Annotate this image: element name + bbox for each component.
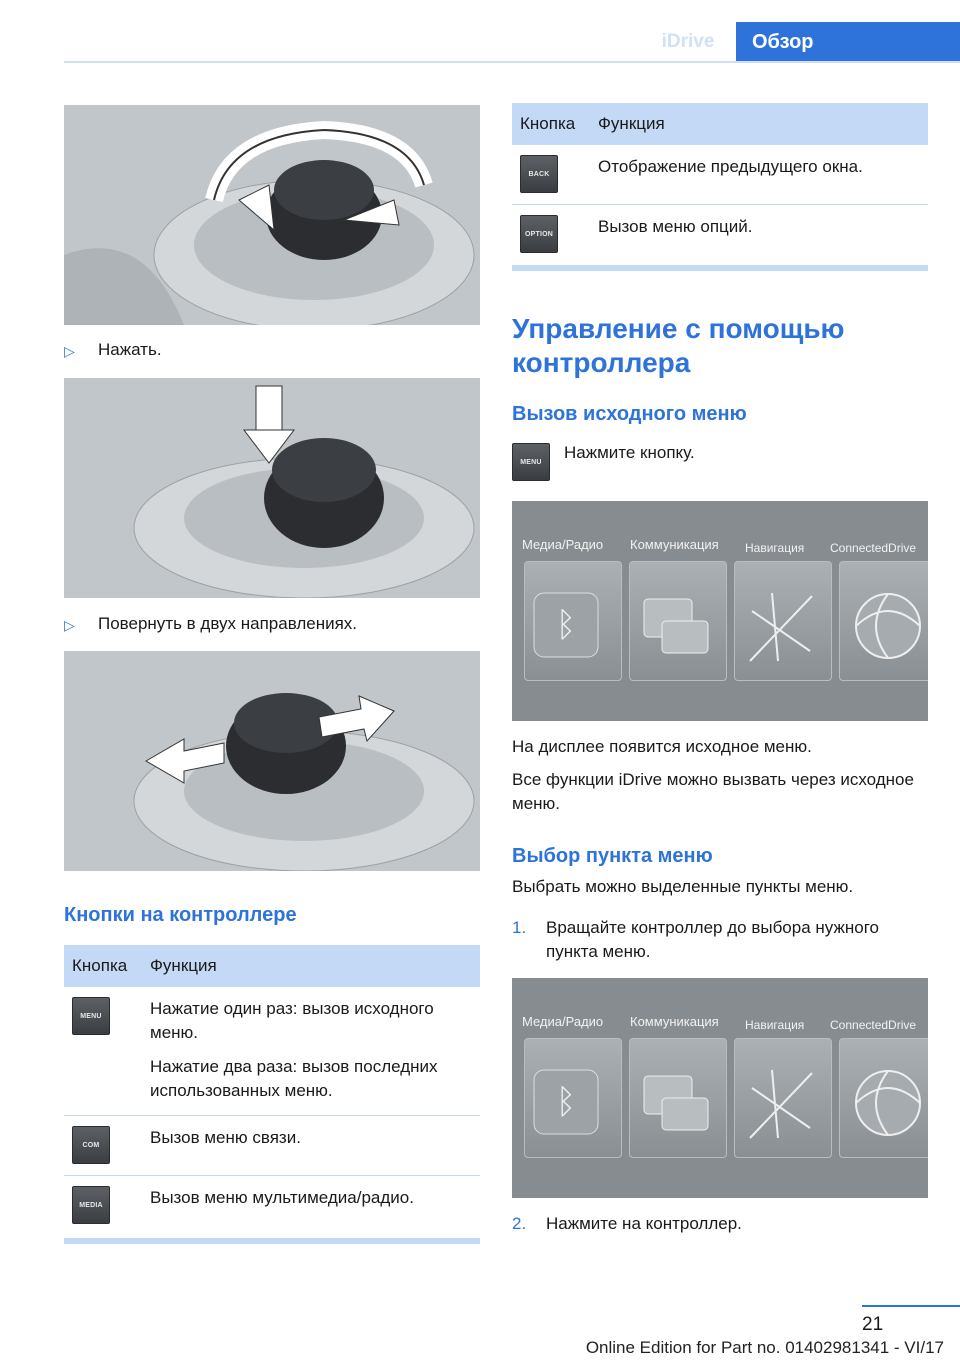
back-button-icon: BACK: [520, 155, 558, 193]
table-row: [64, 1116, 480, 1176]
table-end-bar: [64, 1238, 480, 1244]
header-function: Функция: [598, 114, 665, 133]
call-main-menu-title: Вызов исходного меню: [512, 403, 747, 425]
header-section-label: iDrive: [661, 31, 715, 52]
row-text: Нажатие один раз: вызов исходного меню.: [150, 999, 434, 1042]
controller-tilt-photo: [64, 651, 480, 871]
triangle-bullet-icon: ▷: [64, 617, 75, 633]
select-menu-item-title: Выбор пункта меню: [512, 845, 713, 867]
svg-text:ᛒ: ᛒ: [555, 605, 577, 645]
bullet-rotate-text: Повернуть в двух направлениях.: [98, 614, 358, 633]
table-row: [64, 987, 480, 1116]
selectable-items-text: Выбрать можно выделенные пункты меню.: [512, 877, 854, 896]
step-text: Вращайте контроллер до выбора нужного пункта меню.: [546, 918, 879, 961]
step-number: 2.: [512, 1214, 527, 1233]
screen-label: Коммуникация: [630, 1014, 719, 1029]
step-2: [512, 1212, 928, 1236]
menu-button-icon: MENU: [512, 443, 550, 481]
option-button-icon: OPTION: [520, 215, 558, 253]
footer-divider: [862, 1305, 960, 1307]
main-menu-screen-selection: [512, 978, 928, 1198]
com-button-icon: COM: [72, 1126, 110, 1164]
row-text: Вызов меню связи.: [150, 1128, 301, 1147]
all-functions-text: Все функции iDrive можно вызвать через исходное меню.: [512, 770, 914, 813]
bullet-rotate: [64, 612, 357, 637]
step-text: Нажмите на контроллер.: [546, 1214, 742, 1233]
screen-label: Навигация: [745, 1018, 805, 1032]
controller-buttons-title: Кнопки на контроллере: [64, 904, 297, 926]
press-button-text: Нажмите кнопку.: [564, 443, 695, 462]
main-menu-appears-text: На дисплее появится исходное меню.: [512, 737, 812, 756]
row-text: Отображение предыдущего окна.: [598, 157, 863, 176]
controller-operation-title: Управление с помощью контроллера: [512, 313, 845, 378]
header-button: Кнопка: [72, 956, 128, 975]
table-row: [64, 1176, 480, 1238]
screen-label: ConnectedDrive: [830, 541, 917, 555]
edition-note: Online Edition for Part no. 01402981341 - VI/17: [585, 1338, 944, 1357]
controller-press-photo: [64, 378, 480, 598]
screen-label: ConnectedDrive: [830, 1018, 917, 1032]
row-text: Нажатие два раза: вызов последних использованных меню.: [150, 1057, 438, 1100]
step-number: 1.: [512, 918, 527, 937]
header-divider: [64, 61, 960, 63]
main-menu-screen: [512, 501, 928, 721]
media-button-icon: MEDIA: [72, 1186, 110, 1224]
controller-rotate-photo: [64, 105, 480, 325]
table-row: [512, 205, 928, 265]
row-text: Вызов меню опций.: [598, 217, 753, 236]
buttons-table-right: [512, 103, 928, 271]
triangle-bullet-icon: ▷: [64, 343, 75, 359]
page-number: 21: [862, 1314, 884, 1335]
header-function: Функция: [150, 956, 217, 975]
row-text: Вызов меню мультимедиа/радио.: [150, 1188, 414, 1207]
table-row: [512, 145, 928, 205]
screen-label: Навигация: [745, 541, 805, 555]
header-button: Кнопка: [520, 114, 576, 133]
table-end-bar: [512, 265, 928, 271]
buttons-table-left: [64, 945, 480, 1244]
table-header: [512, 103, 928, 145]
step-1: [512, 916, 928, 964]
header-chapter-label: Обзор: [736, 22, 960, 62]
screen-label: Коммуникация: [630, 537, 719, 552]
bullet-press: [64, 338, 162, 363]
screen-label: Медиа/Радио: [522, 537, 604, 552]
bullet-press-text: Нажать.: [98, 340, 162, 359]
table-header: [64, 945, 480, 987]
menu-button-icon: MENU: [72, 997, 110, 1035]
screen-label: Медиа/Радио: [522, 1014, 604, 1029]
svg-text:ᛒ: ᛒ: [555, 1082, 577, 1122]
